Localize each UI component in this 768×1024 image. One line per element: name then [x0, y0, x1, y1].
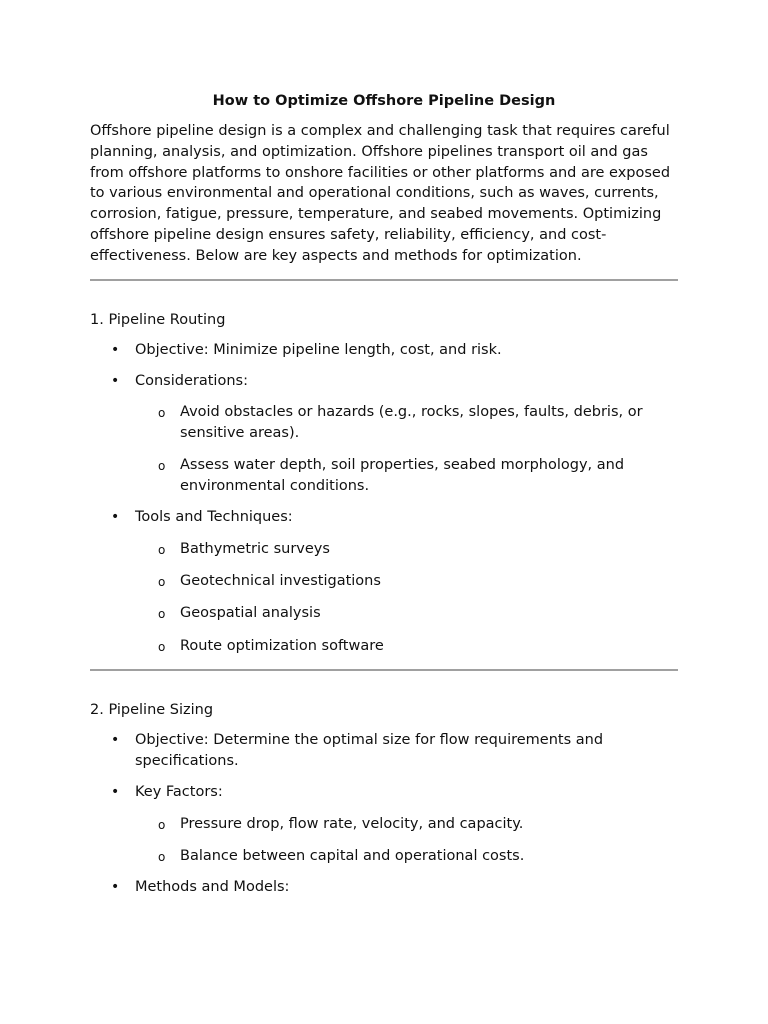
sub-list-item — [135, 814, 678, 835]
list-item-text: Objective: Minimize pipeline length, cost, and risk. — [135, 341, 502, 358]
list-item — [90, 507, 678, 656]
section-heading-sizing: 2. Pipeline Sizing — [90, 702, 214, 719]
list-item — [90, 371, 678, 497]
section-heading-routing: 1. Pipeline Routing — [90, 311, 226, 328]
bullet-icon: • — [111, 784, 120, 801]
list-item — [90, 340, 678, 361]
bullet-icon: • — [111, 372, 120, 389]
section-divider — [90, 669, 678, 671]
sub-list-item-text: Route optimization software — [180, 637, 384, 654]
list-item-text: Methods and Models: — [135, 879, 290, 896]
sub-list-item — [135, 603, 678, 624]
section-divider — [90, 279, 678, 281]
circle-bullet-icon: o — [158, 542, 166, 557]
sub-list-item-text: Assess water depth, soil properties, seabed morphology, and environmental conditions. — [180, 457, 625, 495]
sub-list-item — [135, 402, 678, 444]
sub-list-item — [135, 455, 678, 497]
list-item — [90, 782, 678, 866]
circle-bullet-icon: o — [158, 574, 166, 589]
circle-bullet-icon: o — [158, 607, 166, 622]
sub-list-item — [135, 539, 678, 560]
bullet-icon: • — [111, 879, 120, 896]
sub-list-item-text: Geospatial analysis — [180, 605, 321, 622]
bullet-icon: • — [111, 509, 120, 526]
list-item-text: Considerations: — [135, 372, 248, 389]
sub-list — [135, 402, 678, 497]
document-title: How to Optimize Offshore Pipeline Design — [212, 93, 556, 109]
sub-list-item — [135, 846, 678, 867]
circle-bullet-icon: o — [158, 639, 166, 654]
circle-bullet-icon: o — [158, 850, 166, 865]
list-item-text: Objective: Determine the optimal size for flow requirements and specifications. — [135, 732, 604, 770]
document-page — [90, 90, 678, 898]
list-item — [90, 877, 678, 898]
sub-list-item-text: Bathymetric surveys — [180, 540, 330, 557]
bullet-icon: • — [111, 732, 120, 749]
list-item-text: Tools and Techniques: — [135, 509, 293, 526]
sizing-list — [90, 730, 678, 898]
sub-list-item-text: Pressure drop, flow rate, velocity, and capacity. — [180, 815, 524, 832]
list-item — [90, 730, 678, 772]
sub-list-item-text: Balance between capital and operational costs. — [180, 848, 525, 865]
circle-bullet-icon: o — [158, 459, 166, 474]
sub-list — [135, 539, 678, 657]
bullet-icon: • — [111, 341, 120, 358]
sub-list-item — [135, 636, 678, 657]
circle-bullet-icon: o — [158, 817, 166, 832]
intro-paragraph: Offshore pipeline design is a complex and challenging task that requires careful planning, analysis, and optimization. Offshore pipelines transport oil and gas from offshore platforms to onshore facilities or other platforms and are exposed to various environmental and operational conditions, such as waves, currents, corrosion, fatigue, pressure, temperature, and seabed movements. Optimizing offshore pipeline design ensures safety, reliability, efficiency, and cost-effectiveness. Below are key aspects and methods for optimization. — [90, 123, 671, 264]
sub-list-item-text: Geotechnical investigations — [180, 572, 381, 589]
sub-list-item — [135, 571, 678, 592]
list-item-text: Key Factors: — [135, 784, 223, 801]
sub-list — [135, 814, 678, 867]
routing-list — [90, 340, 678, 657]
sub-list-item-text: Avoid obstacles or hazards (e.g., rocks, slopes, faults, debris, or sensitive areas). — [180, 404, 643, 441]
circle-bullet-icon: o — [158, 406, 166, 421]
